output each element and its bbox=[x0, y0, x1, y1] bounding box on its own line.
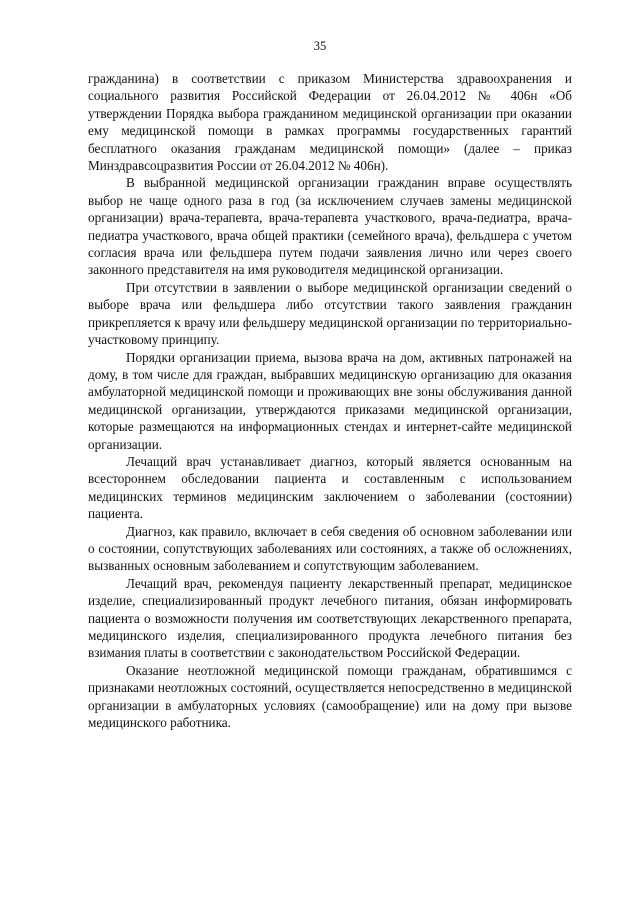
page-number: 35 bbox=[313, 39, 327, 53]
paragraph-3: При отсутствии в заявлении о выборе медицинской организации сведений о выборе врача или фельдшера либо отсутствии такого заявления гражданин прикрепляется к врачу или фельдшеру медицинской организации по территориально-участковому принципу. bbox=[88, 279, 572, 348]
paragraph-8: Оказание неотложной медицинской помощи гражданам, обратившимся с признаками неотложных состояний, осуществляется непосредственно в медицинской организации в амбулаторных условиях (самообращение) или на дому при вызове медицинского работника. bbox=[88, 662, 572, 731]
paragraph-2: В выбранной медицинской организации гражданин вправе осуществлять выбор не чаще одного раза в год (за исключением случаев замены медицинской организации) врача-терапевта, врача-терапевта участкового, врача-педиатра, врача-педиатра участкового, врача общей практики (семейного врача), фельдшера с учетом согласия врача или фельдшера путем подачи заявления лично или через своего законного представителя на имя руководителя медицинской организации. bbox=[88, 175, 572, 278]
paragraph-1: гражданина) в соответствии с приказом Министерства здравоохранения и социального развития Российской Федерации от 26.04.2012 № 406н «Об утверждении Порядка выбора гражданином медицинской организации при оказании ему медицинской помощи в рамках программы государственных гарантий бесплатного оказания гражданам медицинской помощи» (далее – приказ Минздравсоцразвития России от 26.04.2012 № 406н). bbox=[88, 71, 572, 174]
paragraph-7: Лечащий врач, рекомендуя пациенту лекарственный препарат, медицинское изделие, специализированный продукт лечебного питания, обязан информировать пациента о возможности получения им соответствующих лекарственного препарата, медицинского изделия, специализированного продукта лечебного питания без взимания платы в соответствии с законодательством Российской Федерации. bbox=[88, 575, 572, 661]
paragraph-4: Порядки организации приема, вызова врача на дом, активных патронажей на дому, в том числе для граждан, выбравших медицинскую организацию для оказания амбулаторной медицинской помощи и проживающих вне зоны обслуживания данной медицинской организации, утверждаются приказами медицинской организации, которые размещаются на информационных стендах и интернет-сайте медицинской организации. bbox=[88, 349, 572, 452]
paragraph-6: Диагноз, как правило, включает в себя сведения об основном заболевании или о состоянии, сопутствующих заболеваниях или состояниях, а также об осложнениях, вызванных основным заболеванием и сопутствующим заболеванием. bbox=[88, 523, 572, 574]
paragraph-5: Лечащий врач устанавливает диагноз, который является основанным на всестороннем обследовании пациента и составленным с использованием медицинских терминов медицинским заключением о заболевании (состоянии) пациента. bbox=[88, 453, 572, 522]
document-body bbox=[88, 70, 572, 731]
